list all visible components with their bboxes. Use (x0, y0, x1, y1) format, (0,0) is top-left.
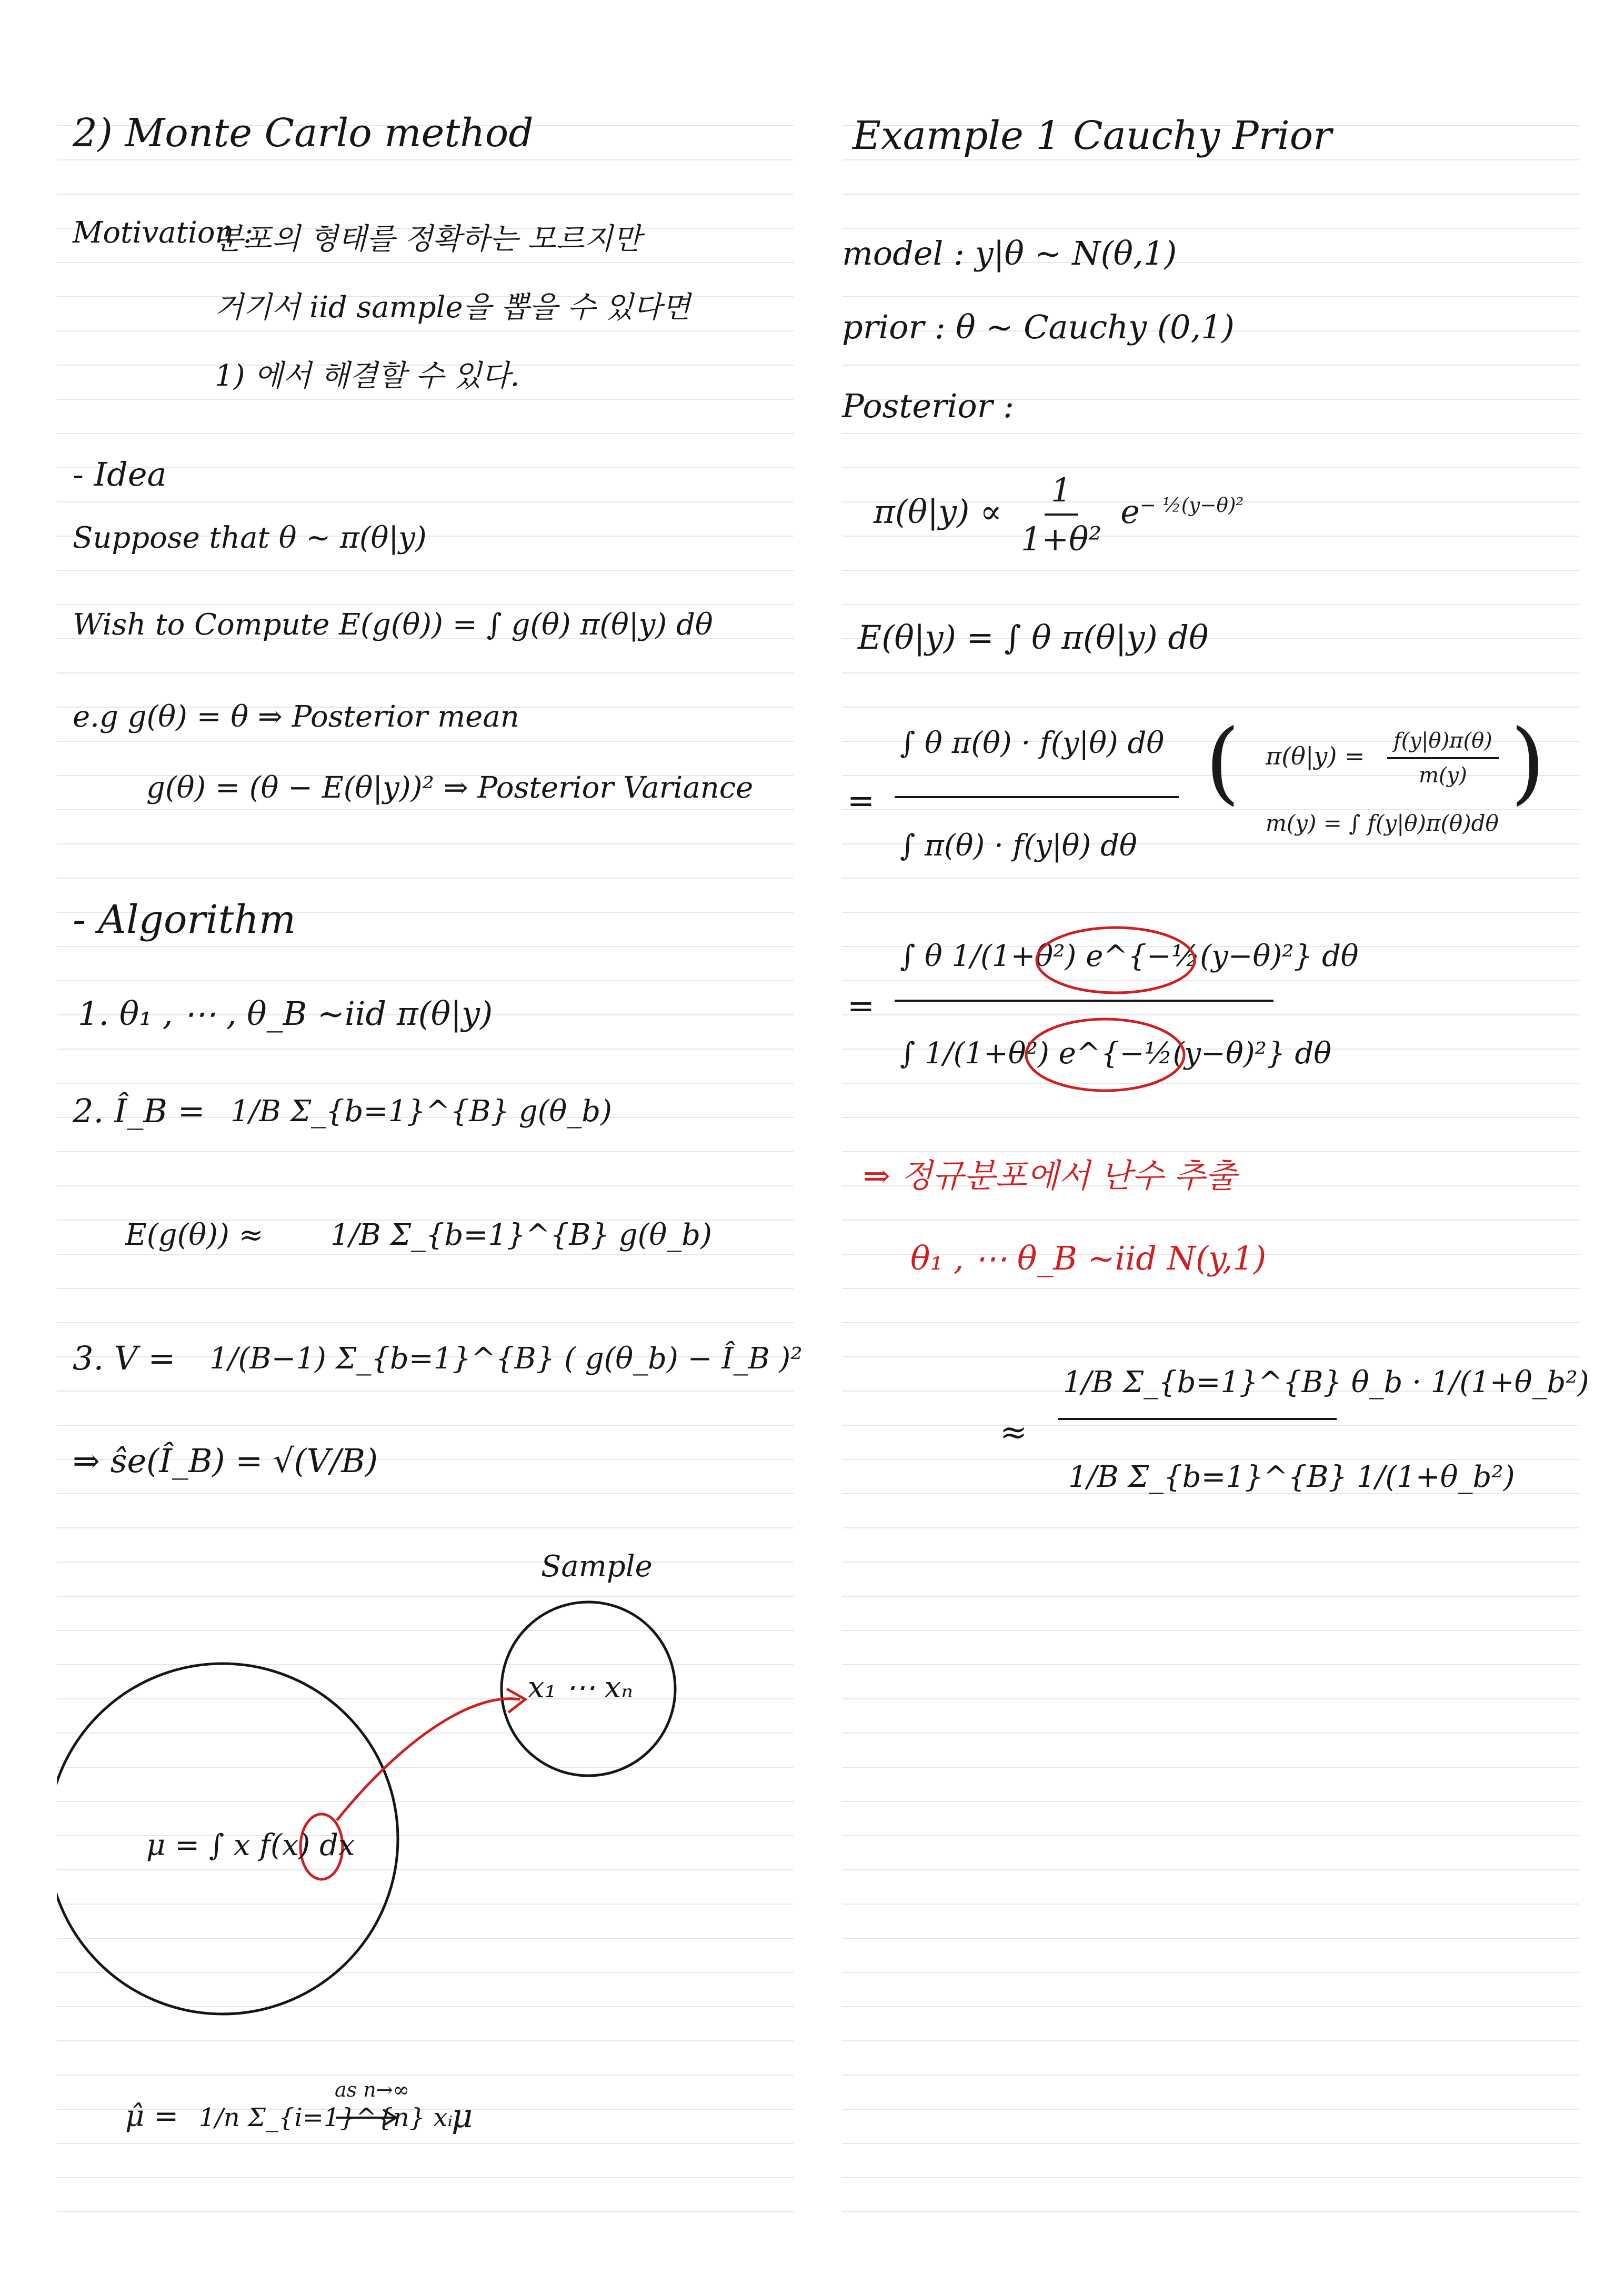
exp-highlight-den (1026, 1019, 1184, 1091)
expectation-approx: E(g(θ)) ≈ (125, 1218, 264, 1252)
motivation-line: 분포의 형태를 정확하는 모르지만 (215, 222, 641, 256)
motivation-line: 1) 에서 해결할 수 있다. (215, 359, 520, 393)
population-mean: μ = ∫ x f(x) dx (146, 1828, 355, 1862)
variance-sum: 1/(B−1) Σ_{b=1}^{B} ( g(θ_b) − Î_B )² (209, 1342, 803, 1376)
motivation-line: 거기서 iid sample을 뽑을 수 있다면 (215, 290, 690, 325)
monte-carlo-diagram (57, 92, 794, 2212)
bayes-note: ( π(θ|y) = $\frac{f(y|\theta)\pi(\theta)}{m(y)}$ m(y) = ∫ f(y|θ)π(θ)dθ ) (1205, 710, 1546, 836)
estimator-lhs: μ̂ = (125, 2099, 179, 2133)
algorithm-step-1: 1. θ₁ , ⋯ , θ_B ~iid π(θ|y) (78, 994, 493, 1033)
final-denominator: 1/B Σ_{b=1}^{B} 1/(1+θ_b²) (1068, 1460, 1515, 1494)
final-fraction-bar (1058, 1418, 1337, 1420)
idea-line: e.g g(θ) = θ ⇒ Posterior mean (73, 700, 519, 734)
sample-label: Sample (541, 1549, 653, 1584)
model-line: model : y|θ ~ N(θ,1) (842, 234, 1177, 273)
estimator-sum-sample: 1/n Σ_{i=1}^{n} xᵢ (199, 2103, 453, 2132)
expectation-line: E(θ|y) = ∫ θ π(θ|y) dθ (858, 618, 1209, 657)
posterior-lhs: π(θ|y) ∝ (874, 492, 1003, 531)
posterior-exp-power: − ½(y−θ)² (1139, 493, 1244, 517)
note-top: π(θ|y) = (1266, 742, 1365, 770)
posterior-frac-num: 1 (1045, 471, 1078, 516)
approx-sign: ≈ (1000, 1413, 1027, 1451)
idea-line: Suppose that θ ~ π(θ|y) (73, 521, 427, 555)
section-heading: 2) Monte Carlo method (73, 110, 534, 156)
final-numerator: 1/B Σ_{b=1}^{B} θ_b · 1/(1+θ_b²) (1063, 1365, 1589, 1399)
estimator-rhs: μ (452, 2097, 473, 2135)
sampling-arrow (337, 1699, 520, 1820)
posterior-exp: e (1120, 492, 1140, 531)
idea-label: - Idea (73, 455, 167, 494)
note-frac-den: m(y) (1419, 763, 1467, 788)
prior-line: prior : θ ~ Cauchy (0,1) (842, 308, 1235, 346)
equals-sign: = (847, 986, 875, 1025)
sample-content: x₁ ⋯ xₙ (528, 1670, 633, 1705)
algorithm-label: - Algorithm (73, 897, 296, 942)
right-column (842, 92, 1589, 2212)
example-heading: Example 1 Cauchy Prior (853, 113, 1332, 158)
expectation-sum: 1/B Σ_{b=1}^{B} g(θ_b) (330, 1218, 712, 1252)
idea-line: Wish to Compute E(g(θ)) = ∫ g(θ) π(θ|y) dθ (73, 608, 713, 642)
equals-sign: = (847, 781, 875, 820)
exp-highlight-num (1037, 928, 1195, 993)
convergence-label: as n→∞ (335, 2078, 410, 2101)
note-frac-num: f(y|θ)π(θ) (1387, 729, 1499, 759)
standard-error: ⇒ ŝe(Î_B) = √(V/B) (73, 1442, 378, 1480)
note-bottom: m(y) = ∫ f(y|θ)π(θ)dθ (1266, 810, 1499, 836)
eq2-numerator: ∫ θ 1/(1+θ²) e^{−½(y−θ)²} dθ (900, 939, 1359, 973)
posterior-label: Posterior : (842, 387, 1014, 425)
idea-line: g(θ) = (θ − E(θ|y))² ⇒ Posterior Variance (146, 771, 754, 805)
eq2-denominator: ∫ 1/(1+θ²) e^{−½(y−θ)²} dθ (900, 1036, 1331, 1071)
sampling-note: ⇒ 정규분포에서 난수 추출 (863, 1156, 1237, 1195)
estimator-sum: 1/B Σ_{b=1}^{B} g(θ_b) (230, 1094, 612, 1129)
eq1-denominator: ∫ π(θ) · f(y|θ) dθ (900, 829, 1137, 863)
motivation-label: Motivation : (73, 216, 254, 250)
algorithm-step-3: 3. V = (73, 1339, 176, 1377)
sampling-dist: θ₁ , ⋯ θ_B ~iid N(y,1) (910, 1239, 1267, 1277)
algorithm-step-2: 2. Î_B = (73, 1092, 205, 1130)
eq1-numerator: ∫ θ π(θ) · f(y|θ) dθ (900, 726, 1165, 760)
posterior-frac-den: 1+θ² (1020, 520, 1102, 558)
sampling-arrow-head (507, 1689, 525, 1713)
left-column (57, 92, 803, 2212)
